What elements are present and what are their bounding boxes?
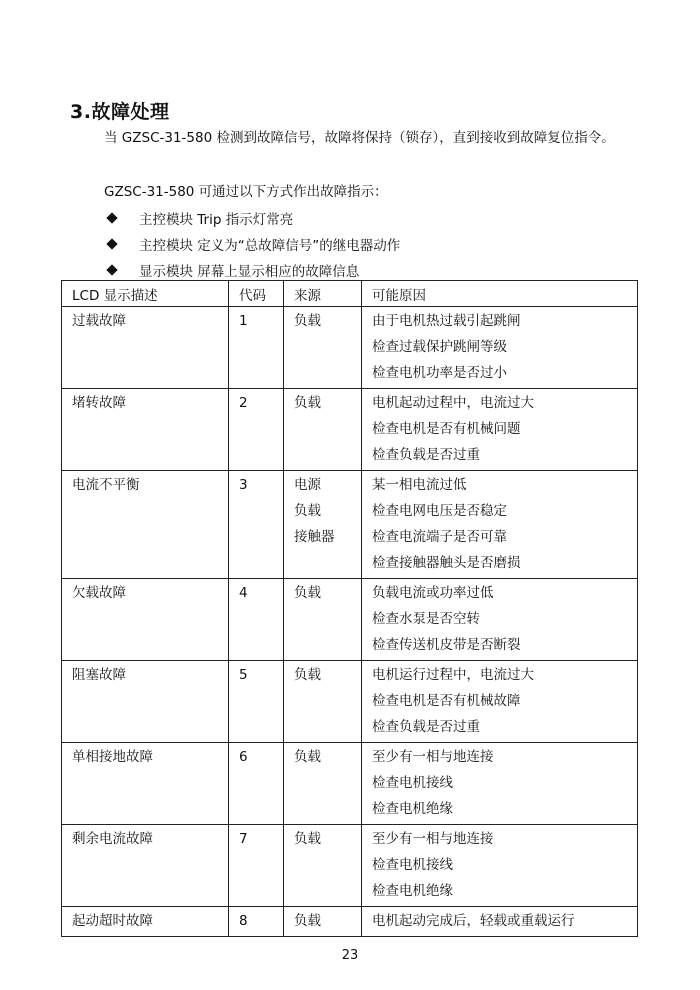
section-heading: 3.故障处理 [70,101,170,123]
table-row [62,825,638,907]
fault-cause: 电机起动完成后，轻载或重载运行 [372,913,575,929]
column-header-code: 代码 [229,281,284,307]
table-row [62,907,638,937]
fault-cause: 检查负载是否过重 [372,719,480,735]
fault-code-cell [229,661,284,743]
fault-cause: 电机起动过程中，电流过大 [372,395,534,411]
list-item-text: 主控模块 定义为“总故障信号”的继电器动作 [139,238,401,254]
fault-description-cell [62,743,229,825]
fault-description: 堵转故障 [72,395,126,411]
fault-source-cell [284,307,362,389]
fault-code-cell [229,743,284,825]
fault-source: 负载 [294,667,321,683]
diamond-bullet-icon [106,238,117,249]
indication-paragraph: GZSC-31-580 可通过以下方式作出故障指示： [104,184,388,200]
fault-description: 电流不平衡 [72,477,140,493]
fault-code-cell [229,579,284,661]
fault-source: 负载 [294,313,321,329]
fault-code: 7 [239,831,248,847]
fault-cause: 检查电网电压是否稳定 [372,503,507,519]
table-row [62,307,638,389]
fault-cause: 检查电机接线 [372,775,453,791]
fault-source: 负载 [294,585,321,601]
fault-cause: 电机运行过程中，电流过大 [372,667,534,683]
fault-description-cell [62,825,229,907]
fault-description-cell [62,579,229,661]
fault-cause: 至少有一相与地连接 [372,831,494,847]
fault-source-cell [284,579,362,661]
fault-cause: 检查传送机皮带是否断裂 [372,637,521,653]
fault-description: 起动超时故障 [72,913,153,929]
fault-description: 过载故障 [72,313,126,329]
fault-causes-cell [362,471,638,579]
fault-cause: 检查水泵是否空转 [372,611,480,627]
fault-table-body [62,307,638,937]
fault-source: 接触器 [294,529,335,545]
intro-paragraph: 当 GZSC-31-580 检测到故障信号，故障将保持（锁存），直到接收到故障复位指令。 [104,130,615,146]
table-row [62,661,638,743]
fault-cause: 负载电流或功率过低 [372,585,494,601]
fault-causes-cell [362,661,638,743]
fault-code: 4 [239,585,248,601]
fault-description: 欠载故障 [72,585,126,601]
fault-causes-cell [362,307,638,389]
fault-source-cell [284,825,362,907]
fault-source: 负载 [294,831,321,847]
fault-cause: 检查电机绝缘 [372,801,453,817]
fault-source-cell [284,389,362,471]
column-header-source: 来源 [284,281,362,307]
fault-source: 负载 [294,913,321,929]
fault-causes-cell [362,907,638,937]
fault-causes-cell [362,579,638,661]
fault-cause: 至少有一相与地连接 [372,749,494,765]
table-header-row [62,281,638,307]
fault-cause: 检查电机是否有机械故障 [372,693,521,709]
fault-source-cell [284,471,362,579]
fault-description: 剩余电流故障 [72,831,153,847]
table-row [62,743,638,825]
fault-code: 8 [239,913,248,929]
fault-source-cell [284,743,362,825]
fault-source: 负载 [294,749,321,765]
fault-code-cell [229,825,284,907]
indication-list [108,205,400,283]
table-row [62,389,638,471]
page-number: 23 [341,948,359,963]
fault-code: 6 [239,749,248,765]
fault-cause: 检查过载保护跳闸等级 [372,339,507,355]
fault-description-cell [62,307,229,389]
fault-description: 单相接地故障 [72,749,153,765]
fault-cause: 由于电机热过载引起跳闸 [372,313,521,329]
fault-code: 5 [239,667,248,683]
column-header-causes: 可能原因 [362,281,638,307]
column-header-description: LCD 显示描述 [62,281,229,307]
fault-description-cell [62,907,229,937]
list-item [108,205,400,231]
fault-code-cell [229,907,284,937]
list-item-text: 主控模块 Trip 指示灯常亮 [139,212,294,228]
fault-source: 负载 [294,395,321,411]
fault-causes-cell [362,743,638,825]
fault-causes-cell [362,389,638,471]
fault-cause: 检查电机绝缘 [372,883,453,899]
fault-table [61,280,638,937]
fault-cause: 检查电机是否有机械问题 [372,421,521,437]
list-item [108,231,400,257]
fault-causes-cell [362,825,638,907]
fault-source: 电源 [294,477,321,493]
fault-code: 3 [239,477,248,493]
table-row [62,471,638,579]
fault-code: 1 [239,313,248,329]
fault-cause: 检查接触器触头是否磨损 [372,555,521,571]
diamond-bullet-icon [106,264,117,275]
fault-code: 2 [239,395,248,411]
fault-source-cell [284,661,362,743]
fault-source-cell [284,907,362,937]
fault-description: 阻塞故障 [72,667,126,683]
fault-code-cell [229,307,284,389]
table-row [62,579,638,661]
fault-description-cell [62,471,229,579]
fault-cause: 检查电流端子是否可靠 [372,529,507,545]
fault-code-cell [229,471,284,579]
fault-code-cell [229,389,284,471]
fault-cause: 某一相电流过低 [372,477,467,493]
fault-description-cell [62,389,229,471]
list-item-text: 显示模块 屏幕上显示相应的故障信息 [139,264,360,280]
fault-description-cell [62,661,229,743]
fault-cause: 检查电机接线 [372,857,453,873]
fault-source: 负载 [294,503,321,519]
fault-cause: 检查电机功率是否过小 [372,365,507,381]
fault-cause: 检查负载是否过重 [372,447,480,463]
diamond-bullet-icon [106,212,117,223]
